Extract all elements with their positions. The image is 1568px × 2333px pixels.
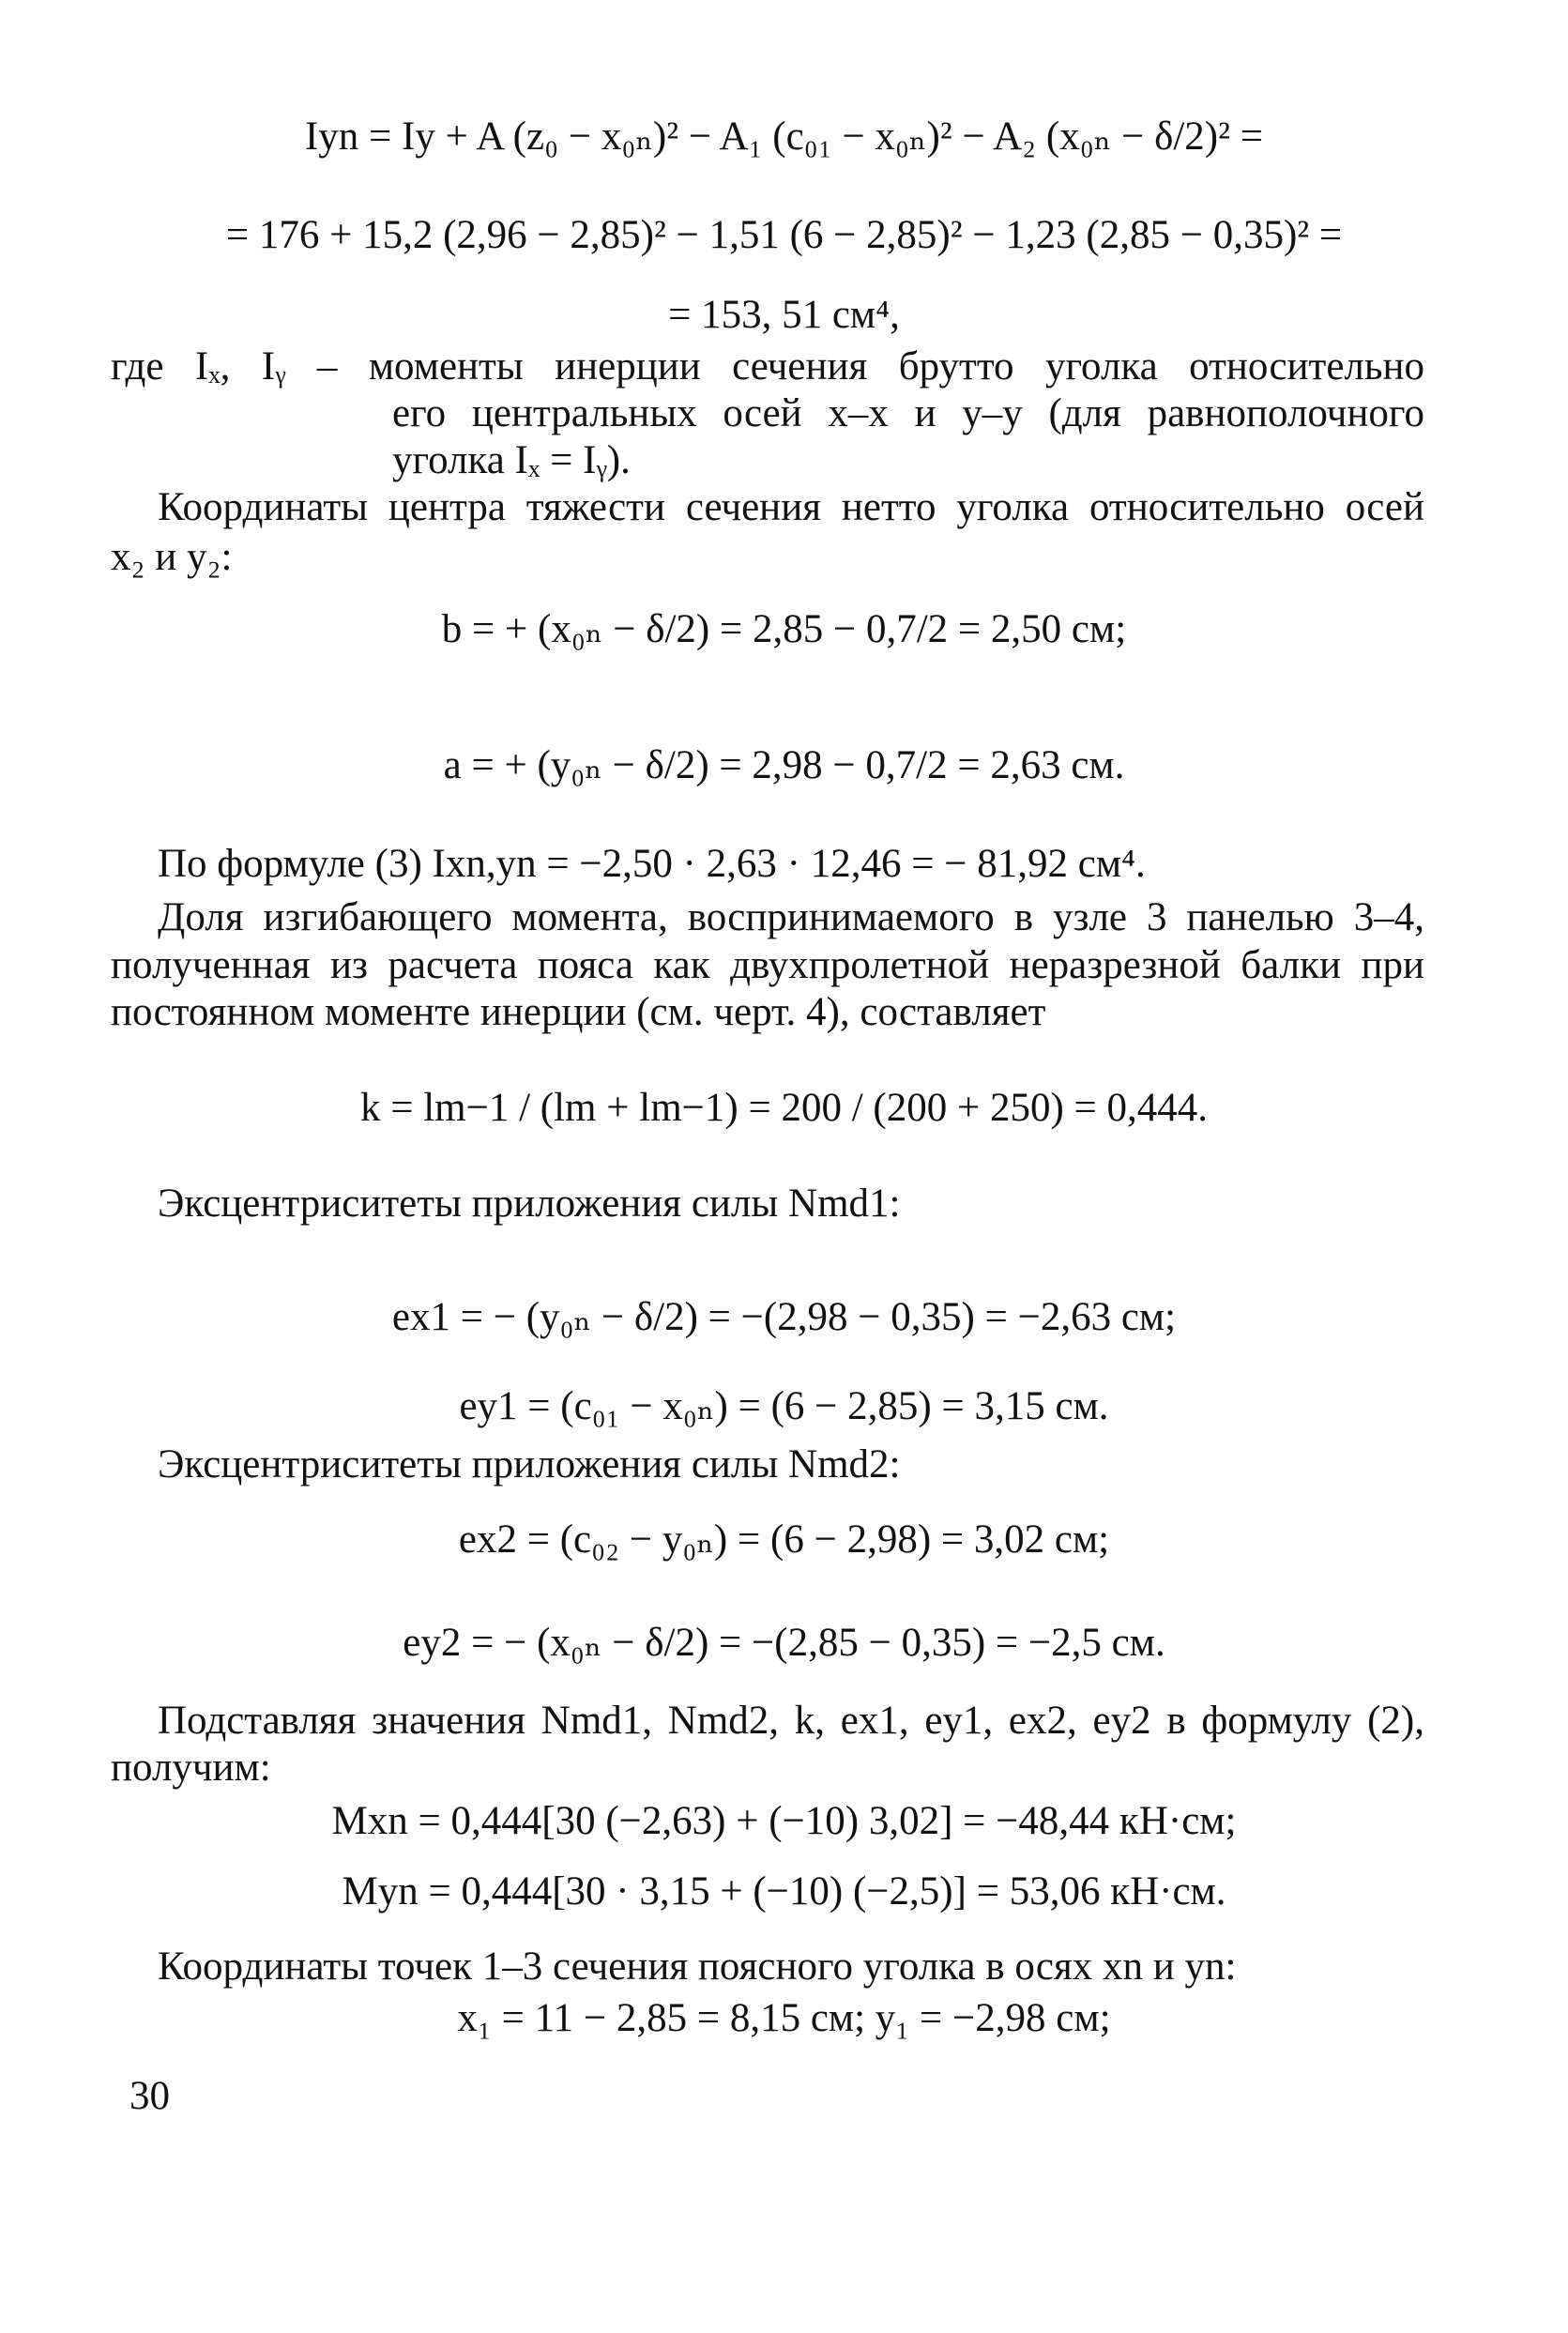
text-line: где Iₓ, Iᵧ – моменты инерции сечения брутто уголка относительно [111,344,1424,389]
formula-line: = 153, 51 см⁴, [668,293,900,337]
formula-line: ey2 = − (x₀ₙ − δ/2) = −(2,85 − 0,35) = −2,5 см. [403,1621,1165,1665]
text-line: Доля изгибающего момента, воспринимаемого в узле 3 панелью 3–4, [158,895,1424,939]
text-line: получим: [111,1746,271,1790]
formula-line: Myn = 0,444[30 · 3,15 + (−10) (−2,5)] = 53,06 кН·см. [342,1869,1226,1914]
formula-line: b = + (x₀ₙ − δ/2) = 2,85 − 0,7/2 = 2,50 см; [441,607,1127,651]
formula-line: k = lm−1 / (lm + lm−1) = 200 / (200 + 250) = 0,444. [359,1086,1209,1130]
formula-line: ex1 = − (y₀ₙ − δ/2) = −(2,98 − 0,35) = −2,63 см; [391,1295,1177,1339]
text-line: Подставляя значения Nmd1, Nmd2, k, ex1, ey1, ex2, ey2 в формулу (2), [158,1699,1424,1743]
text-line: Координаты центра тяжести сечения нетто уголка относительно осей [158,485,1424,529]
formula-line: ey1 = (c₀₁ − x₀ₙ) = (6 − 2,85) = 3,15 см. [459,1384,1109,1428]
text-line: полученная из расчета пояса как двухпролетной неразрезной балки при [111,943,1424,987]
text-line: Эксцентриситеты приложения силы Nmd1: [158,1182,901,1226]
text-line: уголка Iₓ = Iᵧ). [392,438,631,482]
text-line: По формуле (3) Ixn,yn = −2,50 · 2,63 · 12,46 = − 81,92 см⁴. [158,842,1146,886]
formula-line: = 176 + 15,2 (2,96 − 2,85)² − 1,51 (6 − 2,85)² − 1,23 (2,85 − 0,35)² = [225,213,1343,257]
formula-line: x₁ = 11 − 2,85 = 8,15 см; y₁ = −2,98 см; [457,1996,1111,2040]
text-line: постоянном моменте инерции (см. черт. 4), составляет [111,990,1046,1034]
formula-line: Iyn = Iy + A (z₀ − x₀ₙ)² − A₁ (c₀₁ − x₀ₙ)² − A₂ (x₀ₙ − δ/2)² = [304,114,1264,159]
formula-line: a = + (y₀ₙ − δ/2) = 2,98 − 0,7/2 = 2,63 см. [443,743,1125,787]
page-number: 30 [129,2074,170,2118]
formula-line: Mxn = 0,444[30 (−2,63) + (−10) 3,02] = −48,44 кН·см; [331,1799,1237,1843]
formula-line: ex2 = (c₀₂ − y₀ₙ) = (6 − 2,98) = 3,02 см; [458,1517,1110,1562]
text-line: Эксцентриситеты приложения силы Nmd2: [158,1442,901,1487]
text-line: Координаты точек 1–3 сечения поясного уголка в осях xn и yn: [158,1944,1237,1989]
text-line: x₂ и y₂: [111,535,233,579]
text-line: его центральных осей x–x и y–y (для равнополочного [392,391,1424,435]
